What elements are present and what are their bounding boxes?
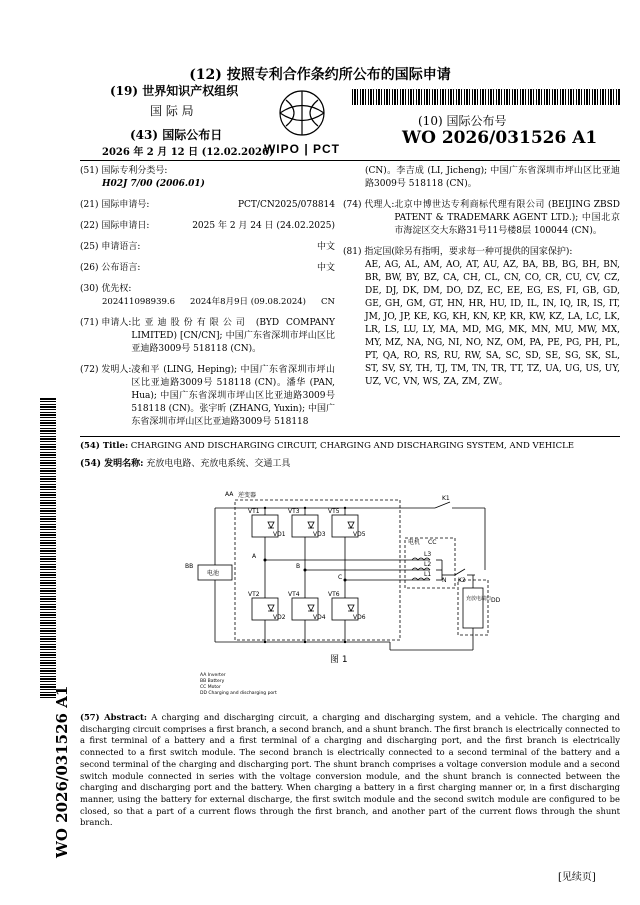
priority-row	[80, 296, 335, 309]
label-motor: 电机	[408, 539, 421, 546]
abstract	[80, 712, 620, 829]
label-aa: AA	[225, 491, 234, 498]
label-n: N	[442, 577, 447, 584]
label-vd2: VD2	[273, 614, 286, 621]
label-vd6: VD6	[353, 614, 366, 621]
title-rule	[80, 436, 620, 437]
label-vd3: VD3	[313, 531, 326, 538]
states-label: (81) 指定国(除另有指明，要求每一种可提供的国家保护):	[343, 247, 573, 257]
abstract-label: (57) Abstract:	[80, 712, 147, 722]
title-zh: 充放电电路、充放电系统、交通工具	[146, 459, 291, 469]
org-bureau: 国 际 局	[150, 104, 194, 118]
agent-row	[343, 199, 620, 238]
title-en: CHARGING AND DISCHARGING CIRCUIT, CHARGING AND DISCHARGING SYSTEM, AND VEHICLE	[130, 441, 575, 451]
label-vt4: VT4	[288, 591, 300, 598]
priority-date: 2024年8月9日 (09.08.2024)	[190, 297, 306, 307]
abstract-text: A charging and discharging circuit, a charging and discharging system, and a vehicle. The charging and discharging circuit comprises a first branch, a second branch, and a shunt branch. The first branch is electrically connected to a first terminal of a battery and a first terminal of a charging and discharging port, and the first branch is electrically connected to a first switch module. The second branch is electrically connected to a second terminal of the battery and a second terminal of the charging and discharging port. The shunt branch comprises a voltage conversion module and a second switch module connected in series with the voltage conversion module, and the shunt branch is connected between the charging and discharging port and the battery. When charging a battery in a first charging manner or, in a first discharging manner, using the battery for external discharge, the first switch module and the second switch module are configured to be closed, so that a part of a current flows through the first branch, and another part of the current flows through the shunt branch.	[80, 712, 620, 828]
org-block	[110, 85, 238, 98]
applicant-label: (71) 申请人:	[80, 318, 132, 328]
org-code: (19)	[110, 84, 139, 98]
app-no: PCT/CN2025/078814	[237, 200, 335, 210]
legend-cc: CC Motor	[200, 685, 221, 690]
wipo-pct-text: WIPO | PCT	[263, 142, 341, 156]
filing-row	[80, 220, 335, 233]
label-inverter: 逆变器	[238, 492, 257, 499]
label-dd: DD	[491, 597, 501, 604]
priority-country: CN	[321, 297, 335, 307]
label-vt3: VT3	[288, 508, 300, 515]
title-en-row	[80, 440, 620, 453]
pub-no-label: (10) 国际公布号	[418, 114, 507, 128]
org-name: 世界知识产权组织	[142, 84, 239, 98]
app-no-row	[80, 199, 335, 212]
label-b: B	[296, 563, 301, 570]
label-l1: L1	[424, 571, 432, 578]
pub-lang: 中文	[316, 263, 335, 273]
applicant-row	[80, 317, 335, 356]
pub-date-label: (43) 国际公布日	[130, 128, 223, 142]
label-c: C	[338, 574, 343, 581]
states-text: AE, AG, AL, AM, AO, AT, AU, AZ, BA, BB, BG, BH, BN, BR, BW, BY, BZ, CA, CH, CL, CN, CO, CR, CU, CV, CZ, DE, DJ, DK, DM, DO, DZ, EC, EE, EG, ES, FI, GB, GD, GE, GH, GM, GT, HN, HR, HU, ID, IL, IN, IQ, IR, IS, IT, JM, JO, JP, KE, KG, KH, KN, KP, KR, KW, KZ, LA, LC, LK, LR, LS, LU, LY, MA, MD, MG, MK, MN, MU, MW, MX, MY, MZ, NA, NG, NI, NO, NZ, OM, PA, PE, PG, PH, PL, PT, QA, RO, RS, RU, RW, SA, SC, SD, SE, SG, SK, SL, ST, SV, SY, TH, TJ, TM, TN, TR, TT, TZ, UA, UG, US, UY, UZ, VC, VN, WS, ZA, ZM, ZW。	[365, 260, 620, 387]
label-vt1: VT1	[248, 508, 260, 515]
label-l3: L3	[424, 551, 432, 558]
legend-dd: DD Charging and discharging port	[200, 691, 277, 695]
pub-lang-row	[80, 262, 335, 275]
label-vd1: VD1	[273, 531, 286, 538]
label-k2: K2	[458, 577, 466, 584]
circuit-figure	[180, 480, 520, 695]
priority-no: 202411098939.6	[102, 297, 176, 307]
filing-lang: 中文	[316, 242, 335, 252]
label-a: A	[252, 553, 257, 560]
filing-label: (22) 国际申请日:	[80, 221, 150, 231]
pub-number: WO 2026/031526 A1	[402, 128, 598, 148]
title-zh-label: (54) 发明名称:	[80, 459, 144, 469]
agent-text: 北京中博世达专利商标代理有限公司 (BEIJING ZBSD PATENT & TRADEMARK AGENT LTD.); 中国北京市海淀区交大东路31号11号楼8层 100044 (CN)。	[394, 200, 620, 236]
title-zh-row	[80, 458, 620, 471]
title-en-label: (54) Title:	[80, 441, 129, 451]
label-vt5: VT5	[328, 508, 340, 515]
label-l2: L2	[424, 561, 432, 568]
priority-label: (30) 优先权:	[80, 284, 132, 294]
app-no-label: (21) 国际申请号:	[80, 200, 150, 210]
label-bb: BB	[185, 563, 194, 570]
agent-label: (74) 代理人:	[343, 200, 395, 210]
side-barcode	[40, 398, 56, 698]
label-battery: 电池	[207, 570, 220, 577]
inventors-label: (72) 发明人:	[80, 365, 132, 375]
ipc-value: H02J 7/00 (2006.01)	[102, 179, 205, 189]
label-vt6: VT6	[328, 591, 340, 598]
bib-right-column	[343, 165, 620, 389]
inventors-text: 凌和平 (LING, Heping); 中国广东省深圳市坪山区比亚迪路3009号 518118 (CN)。潘华 (PAN, Hua); 中国广东省深圳市坪山区比亚迪路3009号 518118 (CN)。张宇昕 (ZHANG, Yuxin); 中国广东省深圳市坪山区比亚迪路3009号 518118	[131, 365, 335, 427]
pub-lang-label: (26) 公布语言:	[80, 263, 141, 273]
top-barcode	[352, 89, 620, 105]
legend-aa: AA Inverter	[200, 673, 226, 678]
label-vd4: VD4	[313, 614, 326, 621]
label-port: 充放电端口	[466, 596, 492, 602]
wipo-logo	[262, 88, 342, 156]
filing-lang-label: (25) 申请语言:	[80, 242, 141, 252]
inventors-row	[80, 364, 335, 429]
document-type-title: (12) 按照专利合作条约所公布的国际申请	[189, 67, 451, 83]
side-pub-number: WO 2026/031526 A1	[53, 685, 71, 858]
wipo-emblem-icon	[262, 88, 342, 138]
legend-bb: BB Battery	[200, 679, 225, 684]
bib-left-column	[80, 165, 335, 429]
header-rule	[80, 160, 620, 161]
label-k1: K1	[442, 495, 450, 502]
filing-date: 2025 年 2 月 24 日 (24.02.2025)	[192, 221, 335, 231]
continued-note: [见续页]	[558, 872, 596, 883]
label-vt2: VT2	[248, 591, 260, 598]
filing-lang-row	[80, 241, 335, 254]
label-vd5: VD5	[353, 531, 366, 538]
inventors-cont: (CN)。李吉成 (LI, Jicheng); 中国广东省深圳市坪山区比亚迪路3009号 518118 (CN)。	[365, 166, 620, 189]
ipc-label: (51) 国际专利分类号:	[80, 166, 168, 176]
applicant-text: 比亚迪股份有限公司 (BYD COMPANY LIMITED) [CN/CN]; 中国广东省深圳市坪山区比亚迪路3009号 518118 (CN)。	[131, 318, 335, 354]
label-cc: CC	[428, 539, 437, 546]
pub-date: 2026 年 2 月 12 日 (12.02.2026)	[102, 147, 274, 158]
figure-caption: 图 1	[330, 655, 348, 665]
